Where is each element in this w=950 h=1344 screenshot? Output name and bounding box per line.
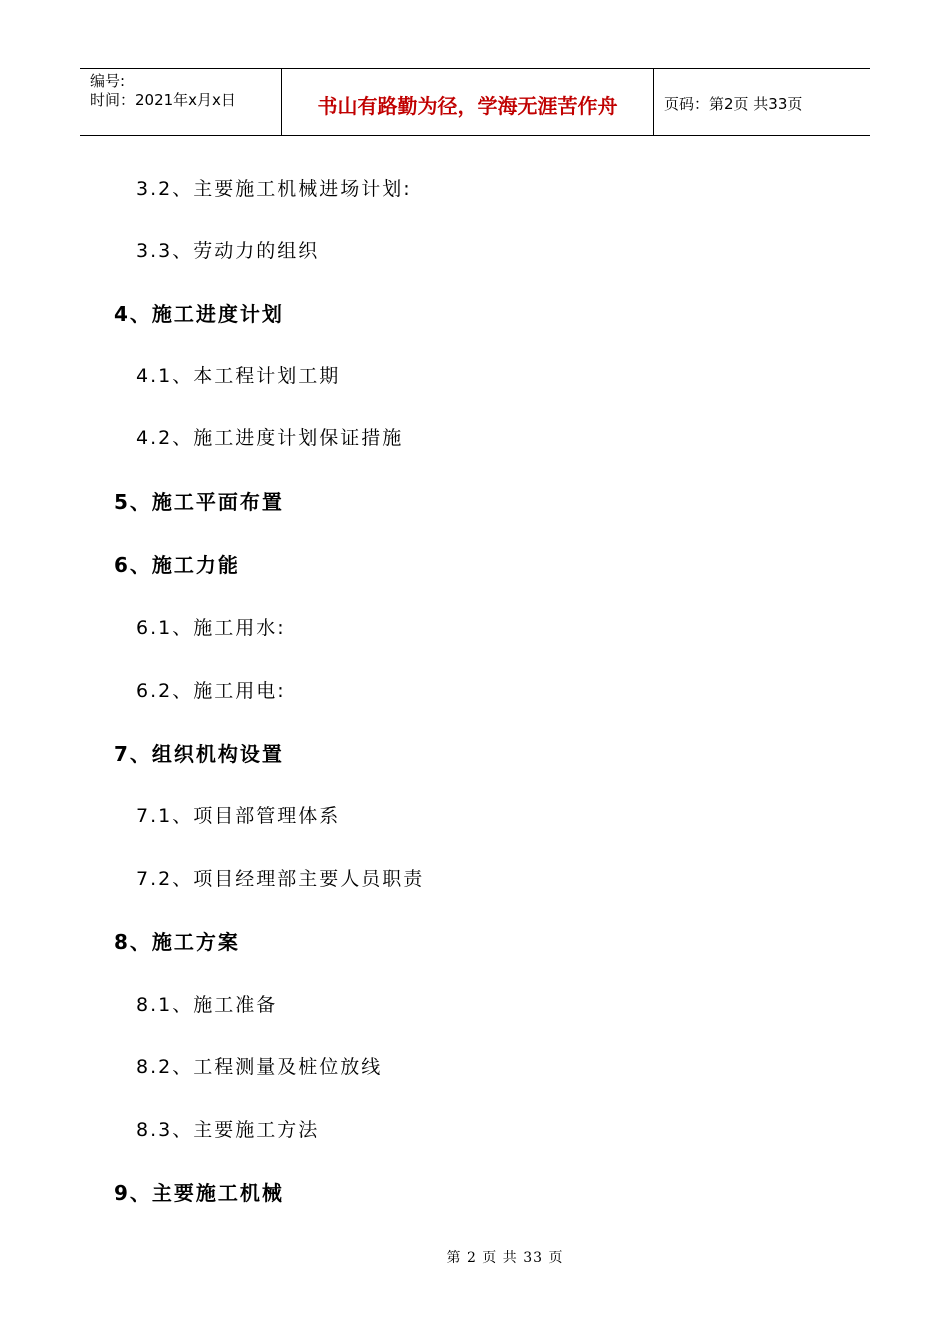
toc-entry: 4.2、施工进度计划保证措施 — [136, 427, 404, 449]
toc-entry: 5、施工平面布置 — [114, 490, 284, 514]
toc-entry: 8.1、施工准备 — [136, 994, 278, 1016]
toc-entry: 6.1、施工用水: — [136, 617, 286, 639]
toc-entry: 8.3、主要施工方法 — [136, 1119, 320, 1141]
toc-entry: 3.2、主要施工机械进场计划: — [136, 178, 412, 200]
toc-entry: 8.2、工程测量及桩位放线 — [136, 1056, 383, 1078]
toc-entry: 4、施工进度计划 — [114, 302, 284, 326]
toc-entry: 9、主要施工机械 — [114, 1181, 284, 1205]
toc-entry: 7.2、项目经理部主要人员职责 — [136, 868, 425, 890]
toc-entry: 6、施工力能 — [114, 553, 240, 577]
document-number-label: 编号: — [90, 72, 126, 90]
page-footer: 第 2 页 共 33 页 — [446, 1250, 564, 1266]
toc-entry: 4.1、本工程计划工期 — [136, 365, 341, 387]
toc-entry: 3.3、劳动力的组织 — [136, 240, 320, 262]
toc-entry: 7.1、项目部管理体系 — [136, 805, 341, 827]
header-motto: 书山有路勤为径，学海无涯苦作舟 — [317, 94, 618, 118]
document-time-label: 时间：2021年x月x日 — [90, 91, 236, 109]
toc-entry: 6.2、施工用电: — [136, 680, 286, 702]
toc-entry: 8、施工方案 — [114, 930, 240, 954]
toc-entry: 7、组织机构设置 — [114, 742, 284, 766]
header-page-info: 页码：第2页 共33页 — [664, 95, 803, 113]
